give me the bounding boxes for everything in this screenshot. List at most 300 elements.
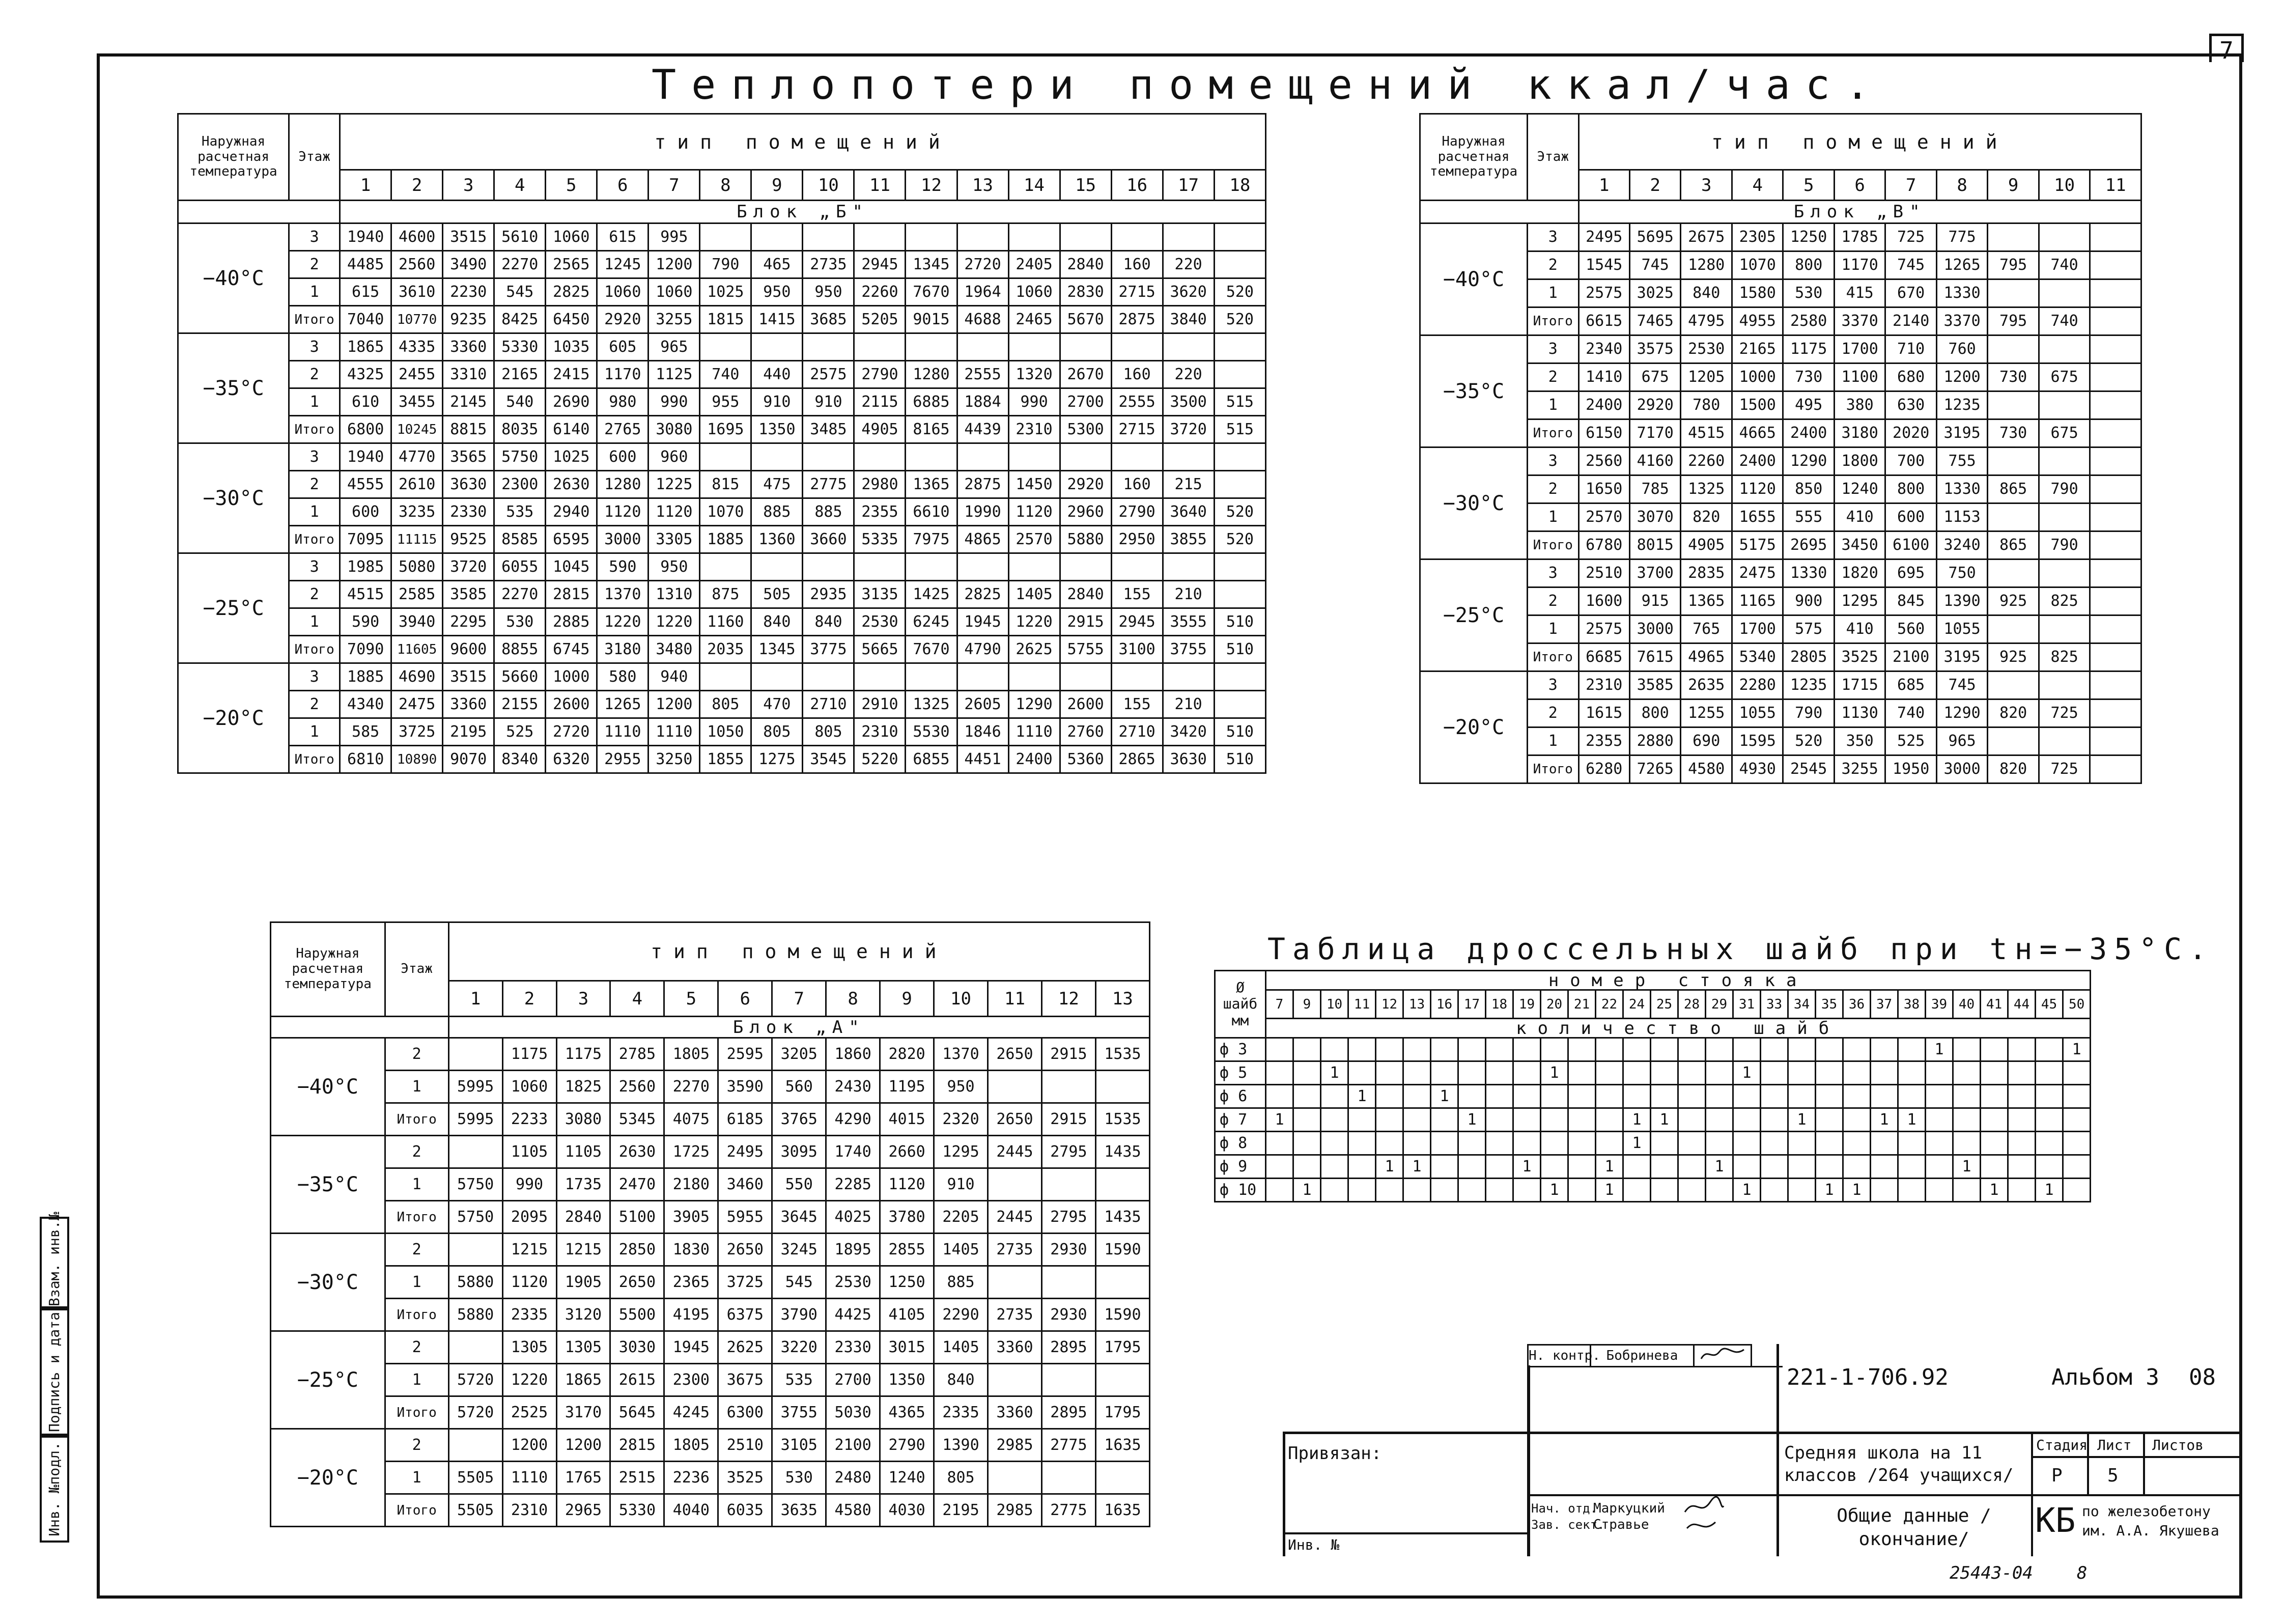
value-cell: 8340 bbox=[494, 746, 546, 773]
floor-label: Итого bbox=[1528, 643, 1578, 671]
value-cell: 1200 bbox=[556, 1429, 610, 1462]
value-cell: 510 bbox=[1214, 718, 1265, 746]
count-cell bbox=[1458, 1179, 1486, 1202]
riser-number: 38 bbox=[1898, 990, 1926, 1019]
value-cell: 745 bbox=[1936, 671, 1987, 699]
value-cell: 600 bbox=[597, 443, 648, 471]
count-cell bbox=[1321, 1108, 1348, 1132]
value-cell: 740 bbox=[2039, 251, 2090, 279]
value-cell: 4965 bbox=[1681, 643, 1732, 671]
value-cell: 1120 bbox=[648, 498, 700, 526]
floor-label: Итого bbox=[385, 1494, 448, 1527]
table-row bbox=[271, 1494, 1150, 1527]
value-cell bbox=[803, 333, 854, 361]
count-cell bbox=[1376, 1061, 1403, 1085]
value-cell: 3080 bbox=[648, 416, 700, 443]
table-row bbox=[178, 663, 1266, 691]
count-cell: 1 bbox=[1403, 1155, 1431, 1179]
value-cell: 3255 bbox=[1834, 755, 1885, 783]
value-cell: 2530 bbox=[826, 1266, 880, 1299]
value-cell: 2560 bbox=[610, 1071, 664, 1103]
count-cell bbox=[2063, 1155, 2091, 1179]
riser-number: 18 bbox=[1486, 990, 1513, 1019]
value-cell bbox=[1041, 1266, 1095, 1299]
value-cell: 7040 bbox=[340, 306, 391, 333]
side-stamp-inv: Инв. №подл. bbox=[40, 1436, 69, 1543]
count-cell bbox=[1568, 1108, 1596, 1132]
value-cell bbox=[906, 223, 957, 251]
value-cell: 900 bbox=[1783, 587, 1834, 615]
value-cell: 2885 bbox=[546, 608, 597, 636]
value-cell: 990 bbox=[648, 388, 700, 416]
table-row bbox=[271, 1136, 1150, 1168]
value-cell: 1200 bbox=[502, 1429, 556, 1462]
value-cell bbox=[803, 663, 854, 691]
count-cell bbox=[1843, 1108, 1871, 1132]
column-number: 9 bbox=[880, 981, 934, 1017]
value-cell: 1865 bbox=[556, 1364, 610, 1396]
count-cell: 1 bbox=[1898, 1108, 1926, 1132]
value-cell: 1240 bbox=[880, 1462, 934, 1494]
count-cell: 1 bbox=[1376, 1155, 1403, 1179]
count-cell bbox=[1623, 1085, 1651, 1108]
value-cell: 6150 bbox=[1578, 419, 1629, 447]
value-cell bbox=[751, 223, 803, 251]
value-cell bbox=[2039, 279, 2090, 307]
count-cell: 1 bbox=[1431, 1085, 1458, 1108]
value-cell: 1590 bbox=[1095, 1299, 1149, 1331]
stage-value: Р bbox=[2051, 1465, 2063, 1486]
value-cell: 1390 bbox=[1936, 587, 1987, 615]
tb-divider bbox=[2031, 1494, 2033, 1556]
value-cell: 2480 bbox=[826, 1462, 880, 1494]
value-cell: 1255 bbox=[1681, 699, 1732, 727]
value-cell: 2355 bbox=[854, 498, 906, 526]
value-cell bbox=[1988, 727, 2039, 755]
value-cell: 1945 bbox=[664, 1331, 718, 1364]
value-cell: 2595 bbox=[718, 1038, 772, 1071]
riser-number: 11 bbox=[1348, 990, 1376, 1019]
count-cell bbox=[1541, 1038, 1568, 1061]
count-cell bbox=[1348, 1155, 1376, 1179]
column-number: 7 bbox=[1885, 170, 1936, 201]
count-cell bbox=[1926, 1085, 1953, 1108]
value-cell: 1240 bbox=[1834, 475, 1885, 503]
count-cell bbox=[2036, 1155, 2063, 1179]
value-cell: 2530 bbox=[854, 608, 906, 636]
count-cell bbox=[1293, 1108, 1321, 1132]
value-cell: 695 bbox=[1885, 559, 1936, 587]
value-cell: 1535 bbox=[1095, 1038, 1149, 1071]
n-kontr-name: Бобринева bbox=[1591, 1345, 1694, 1367]
header-row bbox=[1215, 971, 2091, 990]
count-cell: 1 bbox=[1321, 1061, 1348, 1085]
value-cell: 1795 bbox=[1095, 1331, 1149, 1364]
value-cell: 465 bbox=[751, 251, 803, 278]
table-row bbox=[1420, 587, 2141, 615]
value-cell: 1225 bbox=[648, 471, 700, 498]
floor-label: 3 bbox=[289, 663, 340, 691]
column-number: 11 bbox=[988, 981, 1042, 1017]
side-stamp bbox=[40, 1212, 69, 1543]
value-cell: 2835 bbox=[1681, 559, 1732, 587]
value-cell: 3585 bbox=[443, 581, 494, 608]
value-cell: 1650 bbox=[1578, 475, 1629, 503]
floor-label: Итого bbox=[385, 1201, 448, 1234]
org-logo: КБ bbox=[2035, 1501, 2076, 1540]
value-cell: 2100 bbox=[1885, 643, 1936, 671]
value-cell: 510 bbox=[1214, 746, 1265, 773]
value-cell: 745 bbox=[1885, 251, 1936, 279]
value-cell: 670 bbox=[1885, 279, 1936, 307]
blank-cell bbox=[178, 201, 340, 223]
value-cell: 8015 bbox=[1629, 531, 1680, 559]
value-cell bbox=[2090, 643, 2141, 671]
count-cell bbox=[1568, 1179, 1596, 1202]
value-cell: 1290 bbox=[1783, 447, 1834, 475]
block-label: Блок „А" bbox=[448, 1017, 1149, 1038]
count-cell bbox=[1871, 1085, 1898, 1108]
value-cell: 960 bbox=[648, 443, 700, 471]
value-cell bbox=[1988, 671, 2039, 699]
value-cell: 1160 bbox=[700, 608, 751, 636]
value-cell: 1245 bbox=[597, 251, 648, 278]
count-cell bbox=[1651, 1132, 1678, 1155]
tb-divider bbox=[2143, 1432, 2145, 1494]
count-cell bbox=[1733, 1155, 1761, 1179]
value-cell: 415 bbox=[1834, 279, 1885, 307]
value-cell: 1070 bbox=[700, 498, 751, 526]
value-cell bbox=[2090, 503, 2141, 531]
value-cell: 910 bbox=[934, 1168, 988, 1201]
value-cell: 1740 bbox=[826, 1136, 880, 1168]
value-cell bbox=[1060, 553, 1111, 581]
value-cell: 1205 bbox=[1681, 363, 1732, 391]
value-cell: 1950 bbox=[1885, 755, 1936, 783]
value-cell: 995 bbox=[648, 223, 700, 251]
value-cell: 3310 bbox=[443, 361, 494, 388]
value-cell: 1235 bbox=[1936, 391, 1987, 419]
count-cell bbox=[1568, 1132, 1596, 1155]
value-cell: 1820 bbox=[1834, 559, 1885, 587]
value-cell: 2335 bbox=[934, 1396, 988, 1429]
value-cell: 520 bbox=[1214, 278, 1265, 306]
value-cell: 750 bbox=[1936, 559, 1987, 587]
table-row bbox=[1420, 727, 2141, 755]
value-cell bbox=[2090, 615, 2141, 643]
count-cell bbox=[1321, 1085, 1348, 1108]
value-cell: 2195 bbox=[934, 1494, 988, 1527]
value-cell: 11115 bbox=[391, 526, 443, 553]
value-cell: 2790 bbox=[1111, 498, 1163, 526]
temperature-label: −25°С bbox=[1420, 559, 1528, 671]
table-row bbox=[1420, 279, 2141, 307]
count-cell bbox=[1266, 1155, 1293, 1179]
value-cell: 1055 bbox=[1936, 615, 1987, 643]
value-cell: 2915 bbox=[1060, 608, 1111, 636]
album-sheet: 08 bbox=[2189, 1364, 2216, 1390]
value-cell bbox=[1008, 223, 1060, 251]
value-cell bbox=[1041, 1462, 1095, 1494]
value-cell: 1846 bbox=[957, 718, 1008, 746]
value-cell: 1153 bbox=[1936, 503, 1987, 531]
value-cell: 4665 bbox=[1732, 419, 1783, 447]
value-cell: 1110 bbox=[648, 718, 700, 746]
table-row bbox=[1420, 475, 2141, 503]
value-cell: 820 bbox=[1988, 755, 2039, 783]
count-cell bbox=[1513, 1179, 1541, 1202]
value-cell: 3905 bbox=[664, 1201, 718, 1234]
value-cell: 3635 bbox=[772, 1494, 826, 1527]
value-cell: 2825 bbox=[546, 278, 597, 306]
value-cell: 2775 bbox=[1041, 1429, 1095, 1462]
count-cell bbox=[1458, 1038, 1486, 1061]
value-cell: 1110 bbox=[597, 718, 648, 746]
floor-label: Итого bbox=[1528, 531, 1578, 559]
value-cell: 2430 bbox=[826, 1071, 880, 1103]
count-cell bbox=[1898, 1155, 1926, 1179]
floor-label: 1 bbox=[289, 388, 340, 416]
value-cell bbox=[1214, 361, 1265, 388]
table-row bbox=[1420, 447, 2141, 475]
value-cell: 1165 bbox=[1732, 587, 1783, 615]
value-cell: 5880 bbox=[448, 1299, 502, 1331]
count-cell bbox=[1761, 1155, 1788, 1179]
value-cell: 1105 bbox=[502, 1136, 556, 1168]
column-number: 1 bbox=[448, 981, 502, 1017]
value-cell: 760 bbox=[1936, 335, 1987, 363]
value-cell bbox=[854, 553, 906, 581]
value-cell: 840 bbox=[934, 1364, 988, 1396]
value-cell: 5995 bbox=[448, 1103, 502, 1136]
value-cell: 4030 bbox=[880, 1494, 934, 1527]
value-cell: 1365 bbox=[1681, 587, 1732, 615]
column-number: 17 bbox=[1163, 170, 1214, 201]
value-cell bbox=[1111, 663, 1163, 691]
value-cell: 730 bbox=[1988, 363, 2039, 391]
value-cell: 2100 bbox=[826, 1429, 880, 1462]
count-cell bbox=[1623, 1155, 1651, 1179]
value-cell: 1590 bbox=[1095, 1234, 1149, 1266]
count-cell bbox=[1651, 1085, 1678, 1108]
value-cell: 2850 bbox=[610, 1234, 664, 1266]
count-cell bbox=[1953, 1085, 1981, 1108]
count-cell bbox=[1651, 1038, 1678, 1061]
count-cell bbox=[1431, 1179, 1458, 1202]
count-cell bbox=[1376, 1038, 1403, 1061]
throttle-table bbox=[1214, 970, 2091, 1202]
value-cell: 1350 bbox=[751, 416, 803, 443]
value-cell: 2310 bbox=[502, 1494, 556, 1527]
value-cell: 1725 bbox=[664, 1136, 718, 1168]
value-cell: 1295 bbox=[1834, 587, 1885, 615]
value-cell: 605 bbox=[597, 333, 648, 361]
value-cell: 3030 bbox=[610, 1331, 664, 1364]
count-cell: 1 bbox=[1541, 1061, 1568, 1085]
value-cell: 1025 bbox=[546, 443, 597, 471]
tb-divider bbox=[2031, 1456, 2240, 1458]
value-cell: 675 bbox=[1629, 363, 1680, 391]
riser-number: 29 bbox=[1706, 990, 1733, 1019]
riser-number: 10 bbox=[1321, 990, 1348, 1019]
riser-number: 41 bbox=[1981, 990, 2008, 1019]
value-cell: 4600 bbox=[391, 223, 443, 251]
table-row bbox=[178, 223, 1266, 251]
value-cell: 630 bbox=[1885, 391, 1936, 419]
value-cell: 1700 bbox=[1732, 615, 1783, 643]
value-cell: 2960 bbox=[1060, 498, 1111, 526]
count-cell bbox=[1403, 1061, 1431, 1085]
table-row bbox=[178, 691, 1266, 718]
value-cell: 3620 bbox=[1163, 278, 1214, 306]
value-cell: 3640 bbox=[1163, 498, 1214, 526]
value-cell: 2675 bbox=[1681, 223, 1732, 251]
count-cell bbox=[1761, 1132, 1788, 1155]
count-cell bbox=[1293, 1155, 1321, 1179]
value-cell: 1050 bbox=[700, 718, 751, 746]
value-cell: 510 bbox=[1214, 636, 1265, 663]
count-cell bbox=[1733, 1038, 1761, 1061]
floor-label: 3 bbox=[1528, 335, 1578, 363]
value-cell: 2790 bbox=[880, 1429, 934, 1462]
value-cell bbox=[2090, 587, 2141, 615]
value-cell: 2650 bbox=[988, 1103, 1042, 1136]
column-number: 10 bbox=[934, 981, 988, 1017]
table-block-b bbox=[177, 113, 1266, 774]
value-cell: 1175 bbox=[1783, 335, 1834, 363]
value-cell: 2735 bbox=[803, 251, 854, 278]
tb-divider bbox=[1527, 1494, 2240, 1496]
value-cell: 2155 bbox=[494, 691, 546, 718]
count-cell bbox=[1458, 1061, 1486, 1085]
value-cell: 10770 bbox=[391, 306, 443, 333]
value-cell bbox=[1163, 553, 1214, 581]
value-cell: 5530 bbox=[906, 718, 957, 746]
count-cell bbox=[1706, 1108, 1733, 1132]
value-cell: 8165 bbox=[906, 416, 957, 443]
value-cell: 3480 bbox=[648, 636, 700, 663]
value-cell: 5750 bbox=[448, 1168, 502, 1201]
value-cell: 4790 bbox=[957, 636, 1008, 663]
value-cell: 575 bbox=[1783, 615, 1834, 643]
count-cell bbox=[1788, 1155, 1816, 1179]
diameter-label: ф 6 bbox=[1215, 1085, 1266, 1108]
value-cell: 1200 bbox=[648, 691, 700, 718]
value-cell: 2795 bbox=[1041, 1201, 1095, 1234]
value-cell bbox=[1111, 553, 1163, 581]
value-cell: 1200 bbox=[1936, 363, 1987, 391]
value-cell: 615 bbox=[340, 278, 391, 306]
bottom-suffix: 8 bbox=[2077, 1563, 2088, 1583]
value-cell: 2815 bbox=[546, 581, 597, 608]
value-cell: 350 bbox=[1834, 727, 1885, 755]
count-cell bbox=[1843, 1155, 1871, 1179]
floor-label: 3 bbox=[1528, 223, 1578, 251]
value-cell bbox=[1095, 1364, 1149, 1396]
value-cell bbox=[906, 553, 957, 581]
value-cell: 2935 bbox=[803, 581, 854, 608]
diameter-label: ф 5 bbox=[1215, 1061, 1266, 1085]
value-cell: 520 bbox=[1214, 306, 1265, 333]
n-kontr-label: Н. контр. bbox=[1528, 1345, 1591, 1367]
temperature-label: −25°С bbox=[178, 553, 289, 663]
value-cell bbox=[2039, 727, 2090, 755]
value-cell: 5340 bbox=[1732, 643, 1783, 671]
value-cell: 875 bbox=[700, 581, 751, 608]
riser-number: 25 bbox=[1651, 990, 1678, 1019]
value-cell: 2940 bbox=[546, 498, 597, 526]
count-cell: 1 bbox=[1953, 1155, 1981, 1179]
value-cell: 5500 bbox=[610, 1299, 664, 1331]
value-cell: 1805 bbox=[664, 1429, 718, 1462]
column-number: 7 bbox=[772, 981, 826, 1017]
count-cell bbox=[1898, 1179, 1926, 1202]
value-cell: 2270 bbox=[664, 1071, 718, 1103]
value-cell: 1800 bbox=[1834, 447, 1885, 475]
value-cell: 4290 bbox=[826, 1103, 880, 1136]
value-cell: 2710 bbox=[803, 691, 854, 718]
value-cell: 6035 bbox=[718, 1494, 772, 1527]
value-cell: 9015 bbox=[906, 306, 957, 333]
riser-number: 50 bbox=[2063, 990, 2091, 1019]
value-cell: 840 bbox=[1681, 279, 1732, 307]
value-cell: 775 bbox=[1936, 223, 1987, 251]
value-cell bbox=[988, 1462, 1042, 1494]
value-cell bbox=[1163, 663, 1214, 691]
column-number: 12 bbox=[906, 170, 957, 201]
value-cell: 2915 bbox=[1041, 1038, 1095, 1071]
table-row bbox=[178, 526, 1266, 553]
value-cell: 1655 bbox=[1732, 503, 1783, 531]
value-cell: 2260 bbox=[1681, 447, 1732, 475]
value-cell: 5335 bbox=[854, 526, 906, 553]
value-cell: 3240 bbox=[1936, 531, 1987, 559]
count-cell bbox=[1513, 1108, 1541, 1132]
value-cell: 3725 bbox=[718, 1266, 772, 1299]
value-cell: 3555 bbox=[1163, 608, 1214, 636]
count-cell bbox=[1706, 1179, 1733, 1202]
value-cell: 815 bbox=[700, 471, 751, 498]
value-cell: 1945 bbox=[957, 608, 1008, 636]
value-cell: 1365 bbox=[906, 471, 957, 498]
value-cell: 410 bbox=[1834, 503, 1885, 531]
block-row bbox=[1420, 201, 2141, 223]
value-cell bbox=[1214, 251, 1265, 278]
count-cell bbox=[1898, 1061, 1926, 1085]
count-cell bbox=[1816, 1038, 1843, 1061]
count-cell bbox=[1376, 1108, 1403, 1132]
value-cell: 3025 bbox=[1629, 279, 1680, 307]
column-number: 5 bbox=[1783, 170, 1834, 201]
value-cell: 1865 bbox=[340, 333, 391, 361]
value-cell: 2495 bbox=[1578, 223, 1629, 251]
value-cell: 5330 bbox=[610, 1494, 664, 1527]
value-cell: 2855 bbox=[880, 1234, 934, 1266]
value-cell: 9235 bbox=[443, 306, 494, 333]
floor-label: 1 bbox=[385, 1168, 448, 1201]
count-cell bbox=[1486, 1038, 1513, 1061]
value-cell: 4555 bbox=[340, 471, 391, 498]
tb-divider bbox=[1283, 1432, 1285, 1556]
table-row bbox=[1215, 1132, 2091, 1155]
tb-divider bbox=[1283, 1432, 2240, 1434]
header-riser: номер стояка bbox=[1266, 971, 2091, 990]
value-cell bbox=[700, 443, 751, 471]
count-cell bbox=[1348, 1179, 1376, 1202]
value-cell: 950 bbox=[803, 278, 854, 306]
count-cell bbox=[1816, 1155, 1843, 1179]
value-cell bbox=[1041, 1364, 1095, 1396]
